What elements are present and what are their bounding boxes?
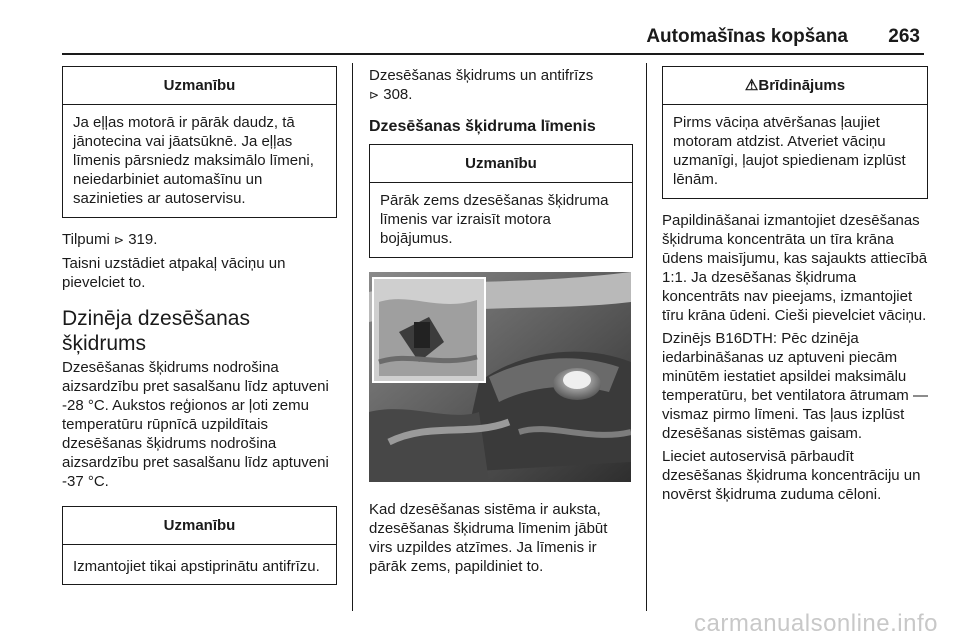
- site-watermark: carmanualsonline.info: [694, 610, 938, 637]
- paragraph-b16dth: Dzinējs B16DTH: Pēc dzinēja iedarbināšanas uz aptuveni piecām minūtēm iestatiet apsildei maksimālu temperatūru, bet ventilatora ātrumam — vismaz pirmo līmeni. Tas ļaus izplūst dzesēšanas sistēmas gaisam.: [662, 330, 928, 442]
- page-reference-arrow-icon: ⊳: [369, 88, 380, 102]
- warning-triangle-icon: ⚠: [744, 77, 759, 94]
- subheading-coolant-level: Dzesēšanas šķidruma līmenis: [369, 118, 596, 135]
- column-divider-left: [352, 63, 353, 611]
- coolant-reference-page[interactable]: 308.: [383, 86, 413, 103]
- page-title: Automašīnas kopšana: [646, 26, 848, 47]
- caution-heading: Uzmanību: [63, 507, 336, 545]
- column-2: [369, 66, 633, 576]
- engine-bay-photo: [369, 272, 631, 482]
- caution-heading: Uzmanību: [370, 145, 632, 183]
- caution-box-antifreeze: [62, 506, 337, 585]
- warning-box: [662, 66, 928, 199]
- coolant-reference: [369, 66, 633, 105]
- header-divider: [62, 53, 924, 55]
- column-3: [662, 66, 928, 504]
- warning-heading-label: Brīdinājums: [758, 77, 846, 94]
- volume-reference-label: Tilpumi: [62, 231, 110, 248]
- volume-reference: [62, 230, 337, 250]
- column-1: [62, 66, 337, 585]
- engine-bay-illustration: [369, 272, 631, 482]
- caution-text: Izmantojiet tikai apstiprinātu antifrīzu.: [73, 558, 320, 575]
- caution-box-level: [369, 144, 633, 258]
- paragraph-coolant-level: Kad dzesēšanas sistēma ir auksta, dzesēšanas šķidruma līmenim jābūt virs uzpildes atzīmes. Ja līmenis ir pārāk zems, papildiniet to.: [369, 501, 608, 575]
- caution-text: Pārāk zems dzesēšanas šķidruma līmenis var izraisīt motora bojājumus.: [380, 192, 609, 247]
- column-divider-right: [646, 63, 647, 611]
- warning-text: Pirms vāciņa atvēršanas ļaujiet motoram atdzist. Atveriet vāciņu uzmanīgi, ļaujot spiedienam izplūst lēnām.: [673, 114, 906, 188]
- page-number: 263: [888, 26, 920, 47]
- paragraph-service-check: Lieciet autoservisā pārbaudīt dzesēšanas šķidruma koncentrāciju un novērst šķidruma zuduma cēloni.: [662, 448, 921, 503]
- caution-text: Ja eļļas motorā ir pārāk daudz, tā jānotecina vai jāatsūknē. Ja eļļas līmenis pārsniedz maksimālo līmeni, neiedarbiniet automašīnu un sazinieties ar autoservisu.: [73, 114, 314, 207]
- paragraph-coolant-protection: Dzesēšanas šķidrums nodrošina aizsardzību pret sasalšanu līdz aptuveni -28 °C. Aukstos reģionos ar ļoti zemu temperatūru rūpnīcā uzpildītais dzesēšanas šķidrums nodrošina aizsardzību pret sasalšanu līdz aptuveni -37 °C.: [62, 359, 329, 490]
- paragraph-refill-mix: Papildināšanai izmantojiet dzesēšanas šķidruma koncentrāta un tīra krāna ūdens maisījumu, kas sajaukts attiecībā 1:1. Ja dzesēšanas šķidruma koncentrāts nav pieejams, izmantojiet tīru krāna ūdeni. Cieši pievelciet vāciņu.: [662, 212, 928, 324]
- volume-reference-page[interactable]: 319.: [128, 231, 158, 248]
- section-heading-coolant: Dzinēja dzesēšanas šķidrums: [62, 307, 250, 355]
- coolant-reference-label: Dzesēšanas šķidrums un antifrīzs: [369, 67, 594, 84]
- warning-heading: [663, 67, 927, 105]
- caution-heading: Uzmanību: [63, 67, 336, 105]
- page-reference-arrow-icon: ⊳: [113, 233, 125, 247]
- caution-box-oil: [62, 66, 337, 218]
- paragraph-refit-cap: Taisni uzstādiet atpakaļ vāciņu un pievelciet to.: [62, 255, 286, 291]
